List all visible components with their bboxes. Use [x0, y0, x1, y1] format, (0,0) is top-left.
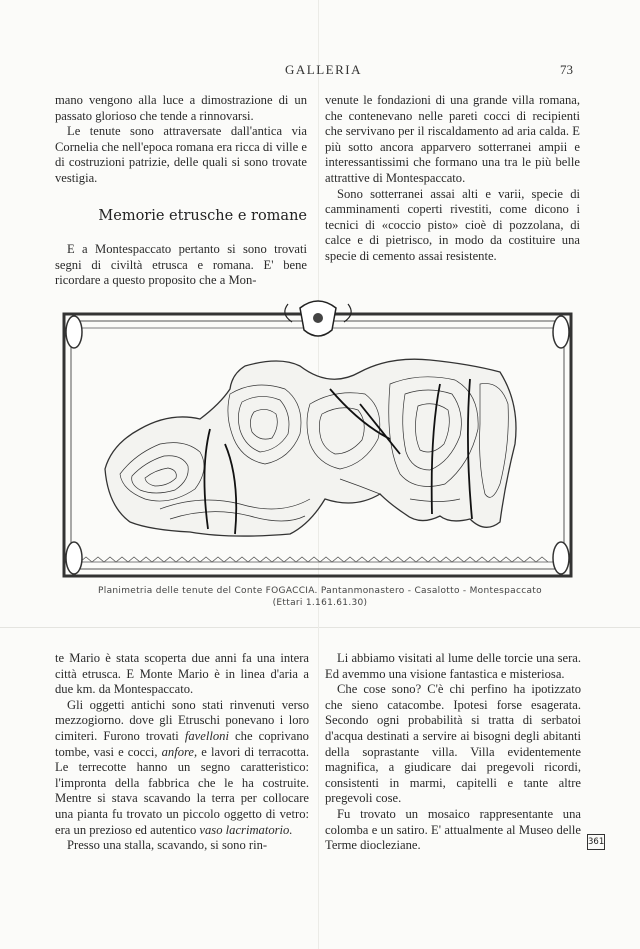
italic-term: favelloni [184, 728, 229, 743]
paragraph: Li abbiamo visitati al lume delle torcie una sera. Ed avemmo una visione fantastica e misteriosa. [325, 651, 581, 681]
corner-medallion [553, 316, 569, 348]
text-run: e lavori di terracotta. Le terrecotte hanno un segno caratteristico: l'impronta della fabbrica che le ha costruite. Mentre si stava scavando la terra per collocare una pianta fu trovato un piccolo oggetto di vetro: era un prezioso ed autentico [55, 744, 310, 837]
paragraph: E a Montespaccato pertanto si sono trovati segni di civiltà etrusca e romana. E' bene ricordare a questo proposito che a Mon- [55, 242, 307, 288]
italic-term: anfore, [161, 744, 198, 759]
text-run: che coprivano tombe, vasi e cocci, [55, 728, 309, 759]
contour-map [105, 359, 516, 536]
section-heading: Memorie etrusche e romane [98, 207, 307, 224]
paragraph: mano vengono alla luce a dimostrazione di un passato glorioso che tende a rinnovarsi. [55, 93, 307, 123]
paragraph: Sono sotterranei assai alti e varii, specie di camminamenti coperti rivestiti, come dicono i tecnici di «coccio pisto» cioè di pozzolana, di calce e di pietrisco, in modo da costituire una specie di cemento assai resistente. [325, 186, 580, 263]
caption-line: Planimetria delle tenute del Conte FOGACCIA. Pantanmonastero - Casalotto - Montespaccato [98, 586, 542, 596]
page-number: 73 [560, 62, 573, 77]
paragraph: venute le fondazioni di una grande villa romana, che contenevano nelle pareti cocci di recipienti che servivano per il riscaldamento ad aria calda. E più sotto ancora apparvero sotterranei ampii e interessantissimi che formano una tra le più belle attrattive di Montespaccato. [325, 93, 580, 185]
archive-stamp: 361 [587, 834, 605, 850]
coat-of-arms-icon [285, 301, 351, 336]
map-caption [40, 585, 600, 609]
paragraph: Fu trovato un mosaico rappresentante una colomba e un satiro. E' attualmente al Museo delle Terme diocleziane. [325, 806, 581, 853]
paragraph: te Mario è stata scoperta due anni fa una intera città etrusca. E Monte Mario è in linea d'aria a due km. da Montespaccato. [55, 651, 309, 697]
corner-medallion [553, 542, 569, 574]
corner-medallion [66, 316, 82, 348]
running-title: GALLERIA [285, 62, 362, 77]
running-header [0, 62, 640, 80]
italic-term: vaso lacrimatorio. [199, 822, 293, 837]
map-frame-svg [60, 294, 575, 584]
column-bottom-right [325, 651, 581, 854]
column-top-left [55, 93, 307, 289]
estate-map-illustration [60, 294, 575, 584]
column-bottom-left [55, 651, 309, 854]
text-run: Gli oggetti antichi sono stati rinvenuti verso mezzogiorno. dove gli Etruschi ponevano i loro cimiteri. Furono trovati [55, 697, 309, 743]
paragraph: Le tenute sono attraversate dall'antica via Cornelia che nell'epoca romana era ricca di ville e di costruzioni patrizie, delle quali si sono trovate vestigia. [55, 124, 307, 185]
corner-medallion [66, 542, 82, 574]
column-top-right [325, 93, 580, 265]
caption-line: (Ettari 1.161.61.30) [272, 598, 368, 608]
paragraph [55, 698, 309, 838]
fold-line-horizontal [0, 627, 640, 628]
paragraph: Presso una stalla, scavando, si sono rin- [67, 838, 268, 853]
paragraph: Che cose sono? C'è chi perfino ha ipotizzato che sieno catacombe. Ipotesi forse esagerata. Secondo ogni probabilità si tratta di serbatoi d'acqua destinati a servire ai bisogni degli abitanti della soprastante villa. Villa evidentemente magnifica, a giudicare dai pregevoli ricordi, consistenti in marmi, capitelli e tante altre pregevoli cose. [325, 682, 581, 806]
